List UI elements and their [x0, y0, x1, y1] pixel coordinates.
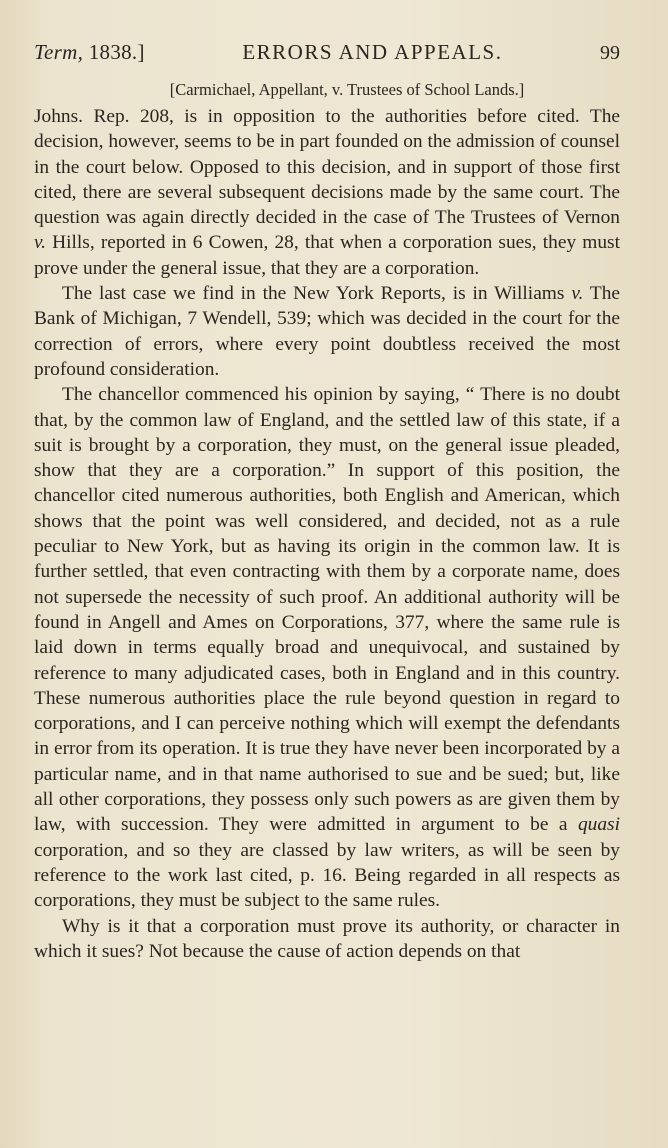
paragraph — [34, 281, 620, 382]
italic-text: v. — [571, 283, 584, 305]
page-number: 99 — [600, 42, 620, 64]
text-run: The chancellor commenced his opinion by saying, “ There is no doubt that, by the common law of England, and the settled law of this state, if a suit is brought by a corporation, they must, on the general issue pleaded, show that they are a corporation.” In support of this position, the chancellor cited numerous authorities, both English and American, which shows that the point was well considered, and decided, not as a rule peculiar to New York, but as having its origin in the common law. It is further settled, that even contracting with them by a corporate name, does not supersede the necessity of such proof. An additional authority will be found in Angell and Ames on Corporations, 377, where the same rule is laid down in terms equally broad and unequivocal, and sustained by reference to many adjudicated cases, both in England and in this country. These numerous authorities place the rule beyond question in regard to corporations, and I can perceive nothing which will exempt the defendants in error from its operation. It is true they have never been incorporated by a particular name, and in that name authorised to sue and be sued; but, like all other corporations, they possess only such powers as are given them by law, with succession. They were admitted in argument to be a — [34, 384, 620, 836]
text-run: The last case we find in the New York Reports, is in Williams — [62, 283, 572, 305]
running-title: ERRORS AND APPEALS. — [242, 40, 503, 64]
case-caption: [Carmichael, Appellant, v. Trustees of School Lands.] — [169, 80, 525, 99]
text-run: Johns. Rep. 208, is in opposition to the authorities before cited. The decision, however, seems to be in part founded on the admission of counsel in the court below. Opposed to this decision, and in support of those first cited, there are several subsequent decisions made by the same court. The question was again directly decided in the case of The Trustees of Vernon — [34, 106, 620, 229]
text-run: The Bank of Michigan, 7 Wendell, 539; which was decided in the court for the correction of errors, where every point doubtless received the most profound consideration. — [34, 283, 620, 380]
paragraph — [34, 382, 620, 913]
page-header — [34, 40, 620, 70]
paragraph — [34, 914, 620, 965]
body-text — [34, 104, 620, 964]
term-label: Term, 1838.] — [34, 40, 145, 64]
italic-text: quasi — [577, 814, 620, 836]
text-run: corporation, and so they are classed by law writers, as will be seen by reference to the work last cited, p. 16. Being regarded in all respects as corporations, they must be subject to the same rules. — [34, 839, 620, 912]
text-run: Hills, reported in 6 Cowen, 28, that when a corporation sues, they must prove under the general issue, that they are a corporation. — [34, 232, 620, 279]
text-run: Why is it that a corporation must prove its authority, or character in which it sues? Not because the cause of action depends on that — [34, 915, 620, 962]
italic-text: v. — [34, 232, 47, 254]
paragraph — [34, 104, 620, 281]
